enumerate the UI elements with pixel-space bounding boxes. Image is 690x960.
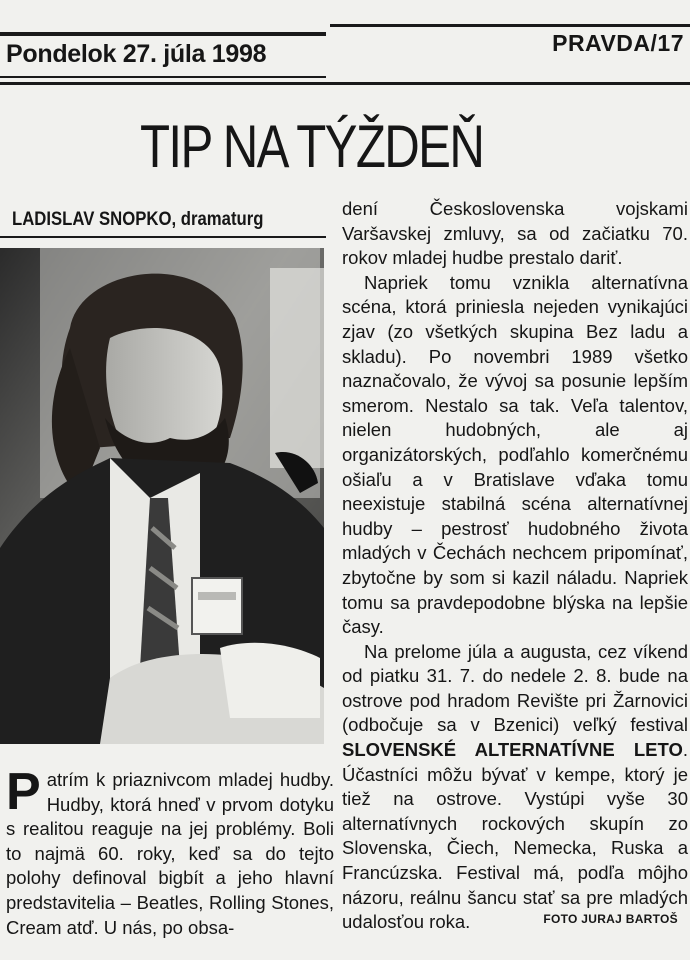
photo-credit: FOTO JURAJ BARTOŠ <box>543 912 678 926</box>
paragraph-2: Napriek tomu vznikla alternatívna scéna, ktorá priniesla nejeden vynikajúci zjav (zo všetkých skupina Bez ladu a skladu). Po novembri 1989 všetko naznačovalo, že vývoj sa posunie lepším smerom. Nestalo sa tak. Veľa talentov, nielen hudobných, ale aj organizátorských, podľahlo komerčnému ošiaľu a v Bratislave vďaka tomu neexistuje stabilná scéna alternatívnej hudby – pestrosť hudobného života mladých v Čechách nechcem pripomínať, zbytočne by som si kazil náladu. Napriek tomu sa pravdepodobne blýska na lepšie časy. <box>342 271 688 638</box>
paragraph-1-text: atrím k priaznivcom mladej hudby. Hudby, ktorá hneď v prvom dotyku s realitou reaguje na jej problémy. Boli to najmä 60. roky, keď sa do tejto polohy definoval bigbít a jeho hlavní predstavitelia – Beatles, Rolling Stones, Cream atď. U nás, po obsa- <box>6 769 334 938</box>
paragraph-3 <box>342 640 688 935</box>
paragraph-3-end: . Účastníci môžu bývať v kempe, ktorý je tiež na ostrove. Vystúpi vyše 30 alternatívnych rockových skupín zo Slovenska, Čiech, Nemecka, Ruska a Francúzska. Festival má, podľa môjho názoru, reálnu šancu stať sa pre mladých udalosťou roka. <box>342 739 688 933</box>
issue-date: Pondelok 27. júla 1998 <box>6 40 267 68</box>
portrait-illustration <box>0 248 324 744</box>
left-column <box>6 763 334 940</box>
drop-cap: P <box>6 763 41 821</box>
byline-rule <box>0 236 326 238</box>
newspaper-page-number: PRAVDA/17 <box>552 30 684 56</box>
right-column <box>342 197 688 935</box>
paragraph-1-continued: dení Československa vojskami Varšavskej zmluvy, sa od začiatku 70. rokov mladej hudbe prestalo dariť. <box>342 198 688 269</box>
festival-name: SLOVENSKÉ ALTERNATÍVNE LETO <box>342 739 683 761</box>
masthead-bottom-rule <box>0 82 690 85</box>
paragraph-3-start: Na prelome júla a augusta, cez víkend od piatku 31. 7. do nedele 2. 8. bude na ostrove pod hradom Revište pri Žarnovici (odbočuje sa v Bzenici) veľký festival <box>342 640 688 736</box>
byline: LADISLAV SNOPKO, dramaturg <box>12 209 264 230</box>
masthead-top-rule <box>330 24 690 27</box>
headline: TIP NA TÝŽDEŇ <box>140 113 484 180</box>
portrait-photo <box>0 248 324 744</box>
